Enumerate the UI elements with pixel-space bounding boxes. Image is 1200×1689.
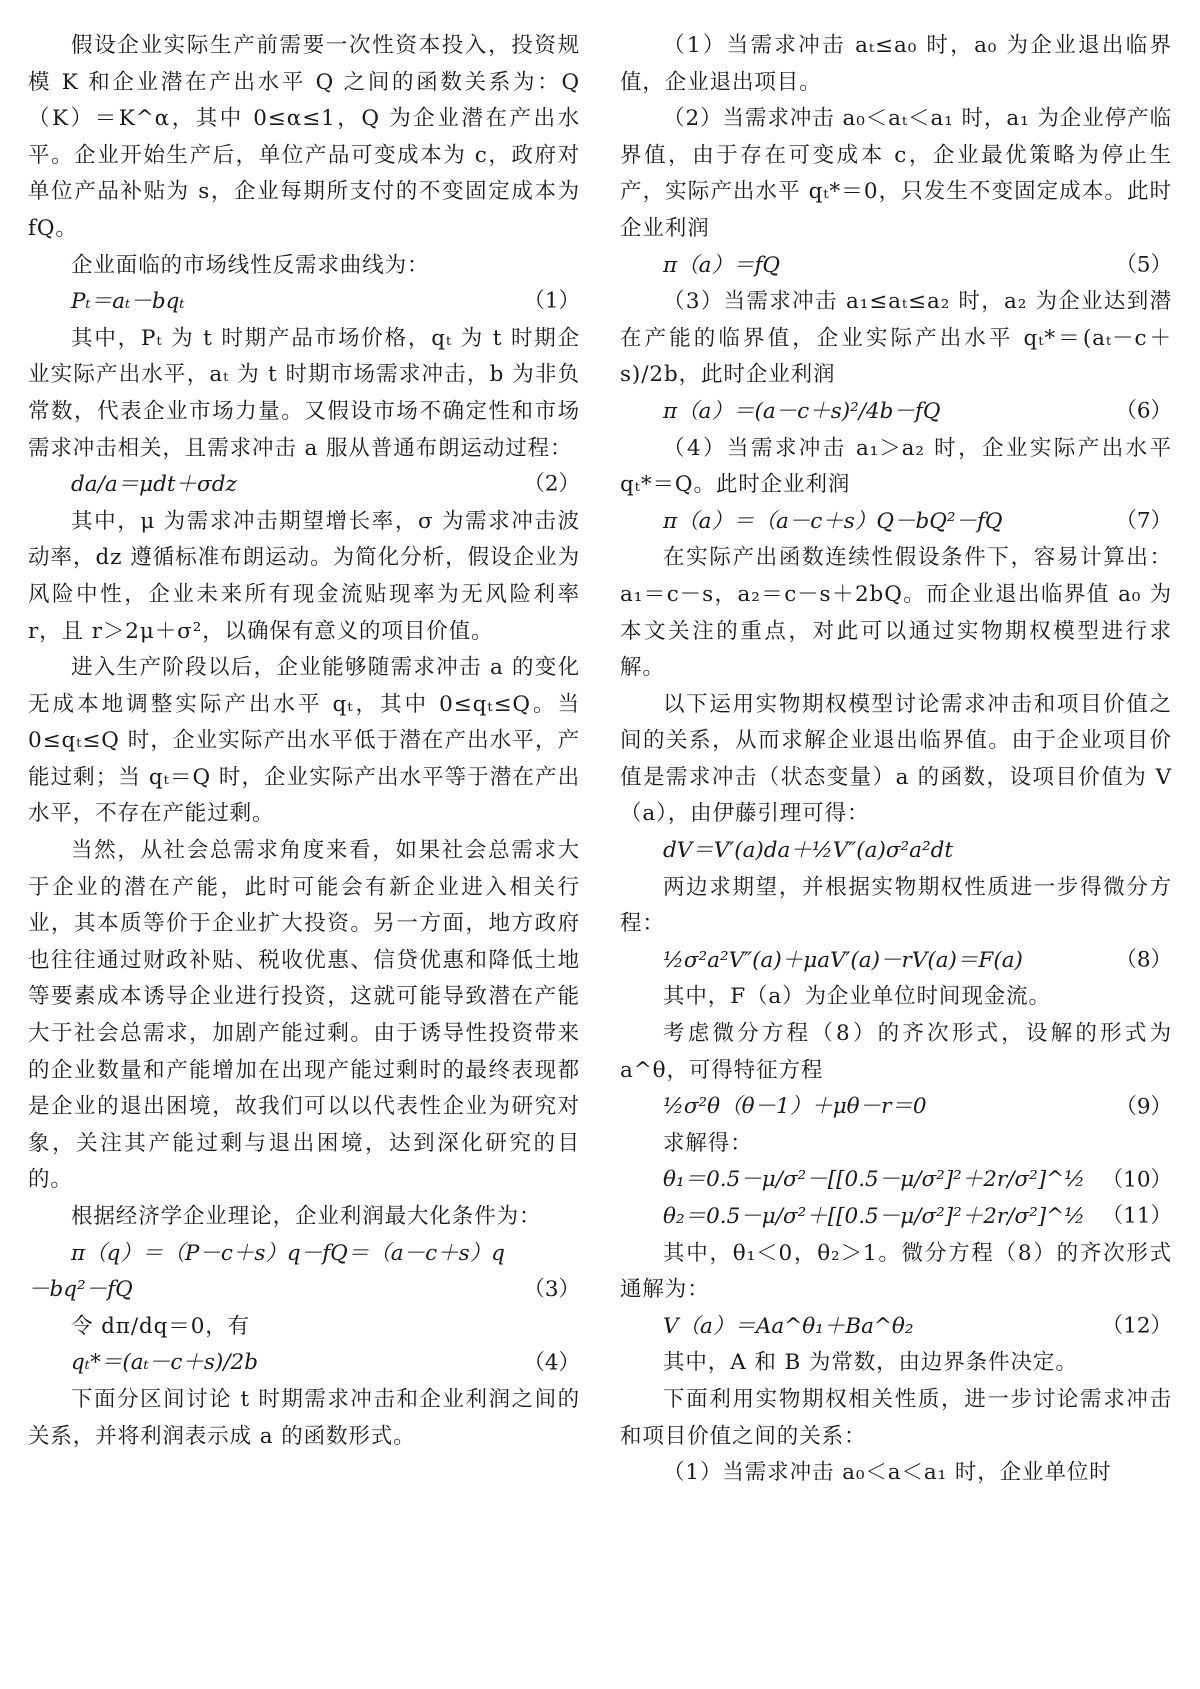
- paragraph: 以下运用实物期权模型讨论需求冲击和项目价值之间的关系，从而求解企业退出临界值。由于企业项目价值是需求冲击（状态变量）a 的函数，设项目价值为 V（a），由伊藤引理可得：: [620, 691, 1172, 827]
- equation-number: （11）: [1101, 1204, 1172, 1229]
- equation: [620, 833, 1172, 870]
- paragraph: 在实际产出函数连续性假设条件下，容易计算出：a₁＝c－s，a₂＝c－s＋2bQ。而企业退出临界值 a₀ 为本文关注的重点，对此可以通过实物期权模型进行求解。: [620, 545, 1172, 681]
- equation-text: θ₁＝0.5－μ/σ²－[[0.5－μ/σ²]²＋2r/σ²]^½: [663, 1167, 1085, 1193]
- equation: [620, 1199, 1172, 1236]
- equation-text: π（a）＝（a－c＋s）Q－bQ²－fQ: [663, 508, 1003, 534]
- right-column: [620, 28, 1172, 1492]
- paragraph: 当然，从社会总需求角度来看，如果社会总需求大于企业的潜在产能，此时可能会有新企业进入相关行业，其本质等价于企业扩大投资。另一方面，地方政府也往往通过财政补贴、税收优惠、信贷优惠和降低土地等要素成本诱导企业进行投资，这就可能导致潜在产能大于社会总需求，加剧产能过剩。由于诱导性投资带来的企业数量和产能增加在出现产能过剩时的最终表现都是企业的退出困境，故我们可以以代表性企业为研究对象，关注其产能过剩与退出困境，达到深化研究的目的。: [28, 838, 580, 1193]
- equation-text: Pₜ＝aₜ－bqₜ: [71, 289, 185, 315]
- equation: [28, 1236, 580, 1309]
- equation-number: （6）: [1115, 398, 1172, 424]
- equation: [620, 1089, 1172, 1126]
- equation: [28, 467, 580, 504]
- paragraph: （2）当需求冲击 a₀＜aₜ＜a₁ 时，a₁ 为企业停产临界值，由于存在可变成本 c，企业最优策略为停止生产，实际产出水平 qₜ*＝0，只发生不变固定成本。此时企业利润: [620, 106, 1172, 241]
- equation: [620, 943, 1172, 980]
- paragraph: 其中，μ 为需求冲击期望增长率，σ 为需求冲击波动率，dz 遵循标准布朗运动。为简化分析，假设企业为风险中性，企业未来所有现金流贴现率为无风险利率 r，且 r＞2μ＋σ²，以确保有意义的项目价值。: [28, 508, 580, 644]
- equation-number: （5）: [1115, 252, 1172, 278]
- equation-text-continued: －bq²－fQ: [28, 1277, 133, 1303]
- equation-text: ½σ²θ（θ－1）＋μθ－r＝0: [663, 1094, 927, 1120]
- equation: [620, 504, 1172, 541]
- paragraph: 其中，F（a）为企业单位时间现金流。: [663, 984, 1051, 1010]
- equation-text: ½σ²a²V″(a)＋μaV′(a)－rV(a)＝F(a): [663, 947, 1023, 973]
- equation-text: qₜ*＝(aₜ－c＋s)/2b: [71, 1350, 258, 1376]
- equation-number: （10）: [1101, 1167, 1172, 1193]
- equation-number: （12）: [1101, 1313, 1172, 1339]
- paragraph: 下面分区间讨论 t 时期需求冲击和企业利润之间的关系，并将利润表示成 a 的函数形式。: [28, 1386, 580, 1449]
- equation: [620, 394, 1172, 431]
- equation-number: （2）: [523, 472, 580, 498]
- paragraph: （1）当需求冲击 aₜ≤a₀ 时，a₀ 为企业退出临界值，企业退出项目。: [620, 33, 1172, 95]
- equation: [620, 248, 1172, 285]
- paragraph: 其中，A 和 B 为常数，由边界条件决定。: [663, 1350, 1078, 1376]
- paragraph: 其中，Pₜ 为 t 时期产品市场价格，qₜ 为 t 时期企业实际产出水平，aₜ 为 t 时期市场需求冲击，b 为非负常数，代表企业市场力量。又假设市场不确定性和市场需求冲击相关，且需求冲击 a 服从普通布朗运动过程：: [28, 325, 580, 461]
- equation: [620, 1309, 1172, 1346]
- paragraph: 假设企业实际生产前需要一次性资本投入，投资规模 K 和企业潜在产出水平 Q 之间的函数关系为：Q（K）＝K^α，其中 0≤α≤1，Q 为企业潜在产出水平。企业开始生产后，单位产品可变成本为 c，政府对单位产品补贴为 s，企业每期所支付的不变固定成本为 fQ。: [28, 33, 580, 241]
- paragraph: （1）当需求冲击 a₀＜a＜a₁ 时，企业单位时: [663, 1460, 1112, 1486]
- paragraph: 根据经济学企业理论，企业利润最大化条件为：: [71, 1204, 542, 1229]
- equation-number: （1）: [523, 289, 580, 315]
- equation: [28, 1345, 580, 1382]
- paragraph: 令 dπ/dq＝0，有: [71, 1313, 251, 1339]
- paragraph: 考虑微分方程（8）的齐次形式，设解的形式为 a^θ，可得特征方程: [620, 1021, 1172, 1083]
- equation-text: π（q）＝（P－c＋s）q－fQ＝（a－c＋s）q: [71, 1240, 505, 1266]
- paragraph: （4）当需求冲击 a₁＞a₂ 时，企业实际产出水平 qₜ*＝Q。此时企业利润: [620, 435, 1172, 498]
- equation: [620, 1162, 1172, 1199]
- equation-text: dV＝V′(a)da＋½V″(a)σ²a²dt: [663, 838, 953, 864]
- equation-text: θ₂＝0.5－μ/σ²＋[[0.5－μ/σ²]²＋2r/σ²]^½: [663, 1204, 1085, 1229]
- equation-number: （3）: [523, 1277, 580, 1303]
- paragraph: 进入生产阶段以后，企业能够随需求冲击 a 的变化无成本地调整实际产出水平 qₜ，其中 0≤qₜ≤Q。当 0≤qₜ≤Q 时，企业实际产出水平低于潜在产出水平，产能过剩；当 qₜ＝Q 时，企业实际产出水平等于潜在产出水平，不存在产能过剩。: [28, 655, 580, 827]
- equation-text: π（a）＝fQ: [663, 252, 781, 278]
- equation-text: da/a＝μdt＋σdz: [71, 472, 237, 498]
- paragraph: 企业面临的市场线性反需求曲线为：: [71, 252, 430, 278]
- paragraph: （3）当需求冲击 a₁≤aₜ≤a₂ 时，a₂ 为企业达到潜在产能的临界值，企业实际产出水平 qₜ*＝(aₜ－c＋s)/2b，此时企业利润: [620, 289, 1172, 388]
- left-column: [28, 28, 580, 1455]
- equation-number: （7）: [1115, 508, 1172, 534]
- equation-number: （4）: [523, 1350, 580, 1376]
- paragraph: 其中，θ₁＜0，θ₂＞1。微分方程（8）的齐次形式通解为：: [620, 1240, 1172, 1303]
- equation-text: π（a）＝(a－c＋s)²/4b－fQ: [663, 398, 941, 424]
- paragraph: 两边求期望，并根据实物期权性质进一步得微分方程：: [620, 874, 1172, 937]
- equation-text: V（a）＝Aa^θ₁＋Ba^θ₂: [663, 1313, 914, 1339]
- equation: [28, 284, 580, 321]
- equation-number: （8）: [1115, 947, 1172, 973]
- paragraph: 下面利用实物期权相关性质，进一步讨论需求冲击和项目价值之间的关系：: [620, 1386, 1172, 1449]
- paragraph: 求解得：: [663, 1130, 753, 1156]
- equation-number: （9）: [1115, 1094, 1172, 1120]
